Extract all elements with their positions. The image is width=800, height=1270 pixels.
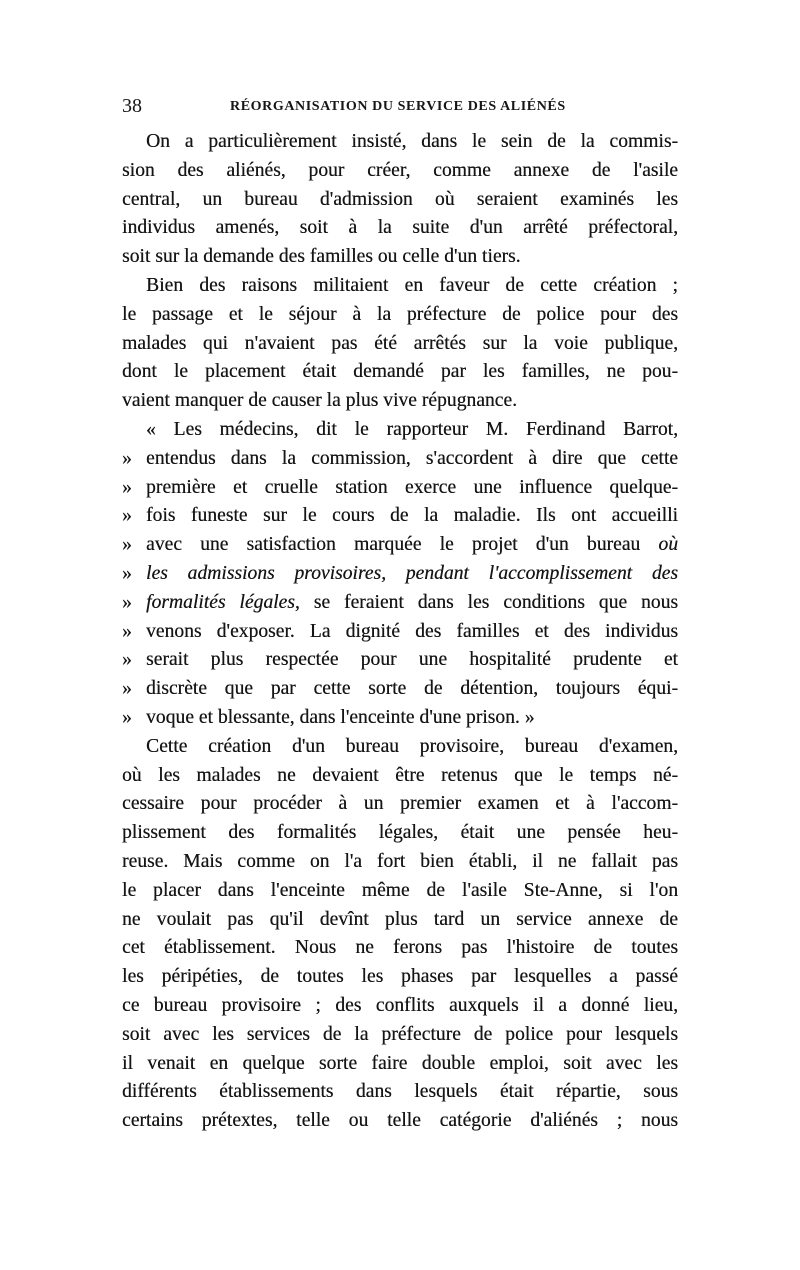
quote-mark: » <box>122 505 132 527</box>
text-line: ce bureau provisoire ; des conflits auxquels il a donné lieu, <box>122 994 678 1016</box>
quote-text-italic: où <box>658 534 678 556</box>
text-line: soit sur la demande des familles ou celle d'un tiers. <box>122 246 521 268</box>
text-line: plissement des formalités légales, était une pensée heu- <box>122 822 678 844</box>
quote-line <box>122 502 678 531</box>
quote-line <box>122 474 678 503</box>
quote-text <box>146 589 678 618</box>
quote-line <box>122 618 678 647</box>
text-line: central, un bureau d'admission où seraient examinés les <box>122 188 678 210</box>
text-line: sion des aliénés, pour créer, comme annexe de l'asile <box>122 159 678 181</box>
quote-text <box>146 531 678 560</box>
quote-text: discrète que par cette sorte de détention, toujours équi- <box>146 678 678 700</box>
text-line: cessaire pour procéder à un premier examen et à l'accom- <box>122 793 678 815</box>
quote-line <box>122 704 678 733</box>
text-line: On a particulièrement insisté, dans le sein de la commis- <box>146 131 678 152</box>
quote-mark: » <box>122 706 132 728</box>
text-line: certains prétextes, telle ou telle catégorie d'aliénés ; nous <box>122 1110 678 1132</box>
text-line: Cette création d'un bureau provisoire, bureau d'examen, <box>146 735 678 757</box>
page-number: 38 <box>122 95 142 117</box>
page-header <box>122 93 678 119</box>
quote-text: entendus dans la commission, s'accordent à dire que cette <box>146 447 678 469</box>
quote-mark: » <box>122 678 132 700</box>
quote-text: fois funeste sur le cours de la maladie. Ils ont accueilli <box>146 505 678 527</box>
quote-line: « Les médecins, dit le rapporteur M. Ferdinand Barrot, <box>146 418 678 440</box>
text-line: il venait en quelque sorte faire double emploi, soit avec les <box>122 1052 678 1074</box>
text-line: le passage et le séjour à la préfecture de police pour des <box>122 303 678 325</box>
text-line: où les malades ne devaient être retenus que le temps né- <box>122 764 678 786</box>
quote-line <box>122 560 678 589</box>
quote-text-italic: les admissions provisoires, pendant l'accomplissement des <box>146 562 678 584</box>
quote-mark: » <box>122 620 132 642</box>
quote-line <box>122 646 678 675</box>
text-line: dont le placement était demandé par les familles, ne pou- <box>122 361 678 383</box>
text-line: malades qui n'avaient pas été arrêtés sur la voie publique, <box>122 332 678 354</box>
quote-line <box>122 445 678 474</box>
quote-text: première et cruelle station exerce une influence quelque- <box>146 476 678 498</box>
body-text <box>122 128 678 1136</box>
quote-mark: » <box>122 534 132 556</box>
quote-text-italic: formalités légales, <box>146 591 300 613</box>
quote-text: voque et blessante, dans l'enceinte d'une prison. » <box>146 706 535 728</box>
text-line: le placer dans l'enceinte même de l'asile Ste-Anne, si l'on <box>122 879 678 901</box>
text-line: individus amenés, soit à la suite d'un arrêté préfectoral, <box>122 217 678 239</box>
quote-line <box>122 531 678 560</box>
quote-mark: » <box>122 447 132 469</box>
quote-text: venons d'exposer. La dignité des familles et des individus <box>146 620 678 642</box>
quote-text-roman: se feraient dans les conditions que nous <box>313 591 678 613</box>
quote-mark: » <box>122 562 132 584</box>
quote-line <box>122 675 678 704</box>
quote-text: serait plus respectée pour une hospitalité prudente et <box>146 649 678 671</box>
running-head: RÉORGANISATION DU SERVICE DES ALIÉNÉS <box>230 99 566 114</box>
text-line: Bien des raisons militaient en faveur de cette création ; <box>146 274 678 296</box>
quote-text-roman: avec une satisfaction marquée le projet d'un bureau <box>146 534 641 556</box>
text-line: cet établissement. Nous ne ferons pas l'histoire de toutes <box>122 937 678 959</box>
text-line: les péripéties, de toutes les phases par lesquelles a passé <box>122 966 678 988</box>
text-line: ne voulait pas qu'il devînt plus tard un service annexe de <box>122 908 678 930</box>
quote-mark: » <box>122 591 132 613</box>
quote-line <box>122 589 678 618</box>
text-line: différents établissements dans lesquels était répartie, sous <box>122 1081 678 1103</box>
text-line: vaient manquer de causer la plus vive répugnance. <box>122 390 517 412</box>
quote-mark: » <box>122 476 132 498</box>
quote-mark: » <box>122 649 132 671</box>
text-line: reuse. Mais comme on l'a fort bien établi, il ne fallait pas <box>122 850 678 872</box>
text-line: soit avec les services de la préfecture de police pour lesquels <box>122 1023 678 1045</box>
